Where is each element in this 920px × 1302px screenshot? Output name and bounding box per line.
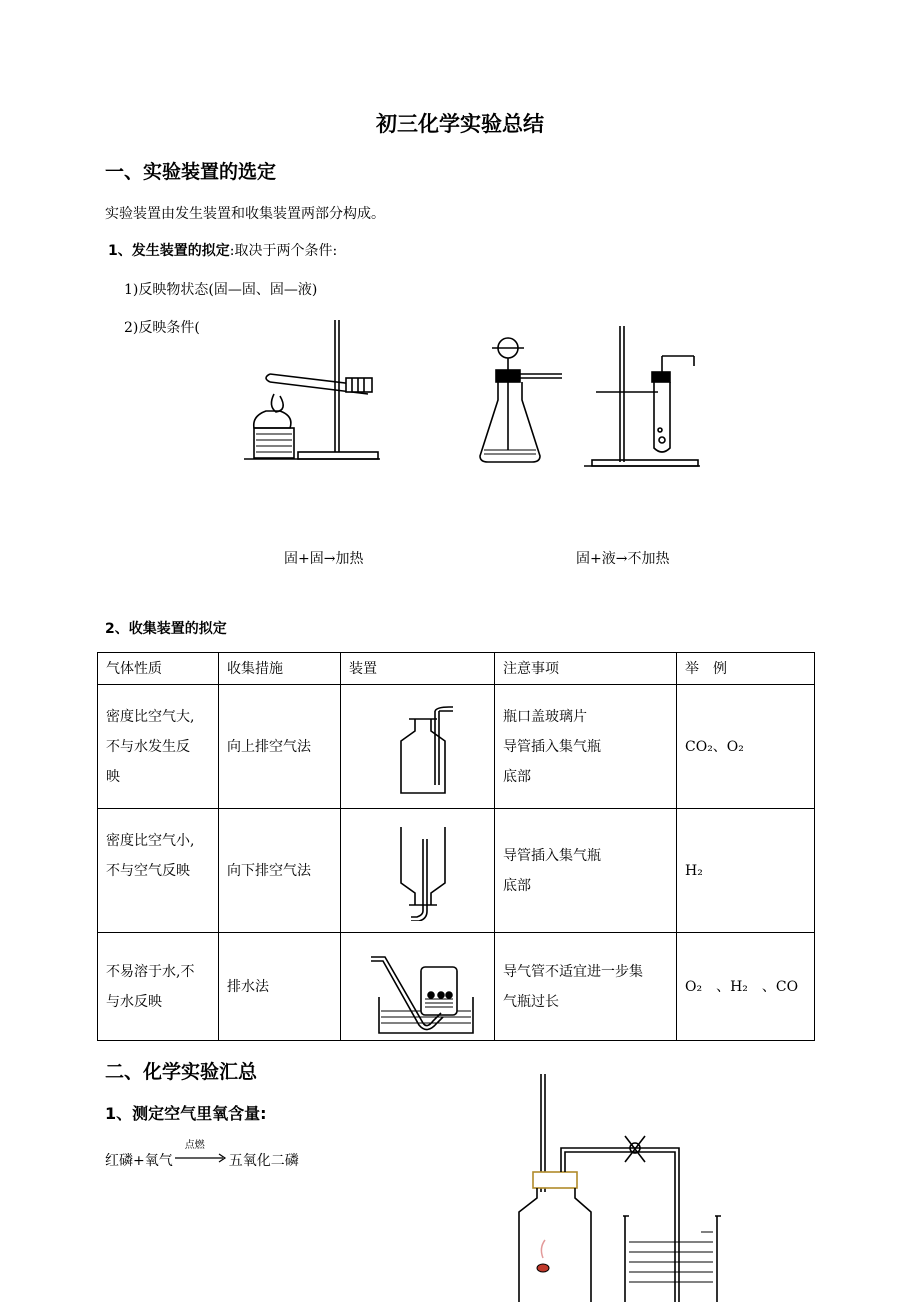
water-displacement-figure bbox=[349, 937, 486, 1037]
apparatus-cell bbox=[341, 809, 495, 933]
heating-apparatus-figure bbox=[240, 316, 390, 466]
equation-reactants: 红磷+氧气 bbox=[105, 1153, 173, 1169]
notes-line: 导管插入集气瓶 bbox=[503, 847, 601, 864]
property-line: 不易溶于水,不 bbox=[106, 963, 195, 980]
property-line: 不与空气反映 bbox=[106, 862, 190, 879]
section1-heading: 一、实验装置的选定 bbox=[105, 161, 277, 183]
notes-line: 导气管不适宜进一步集 bbox=[503, 963, 643, 980]
equation-condition: 点燃 bbox=[184, 1140, 205, 1151]
notes-line: 导管插入集气瓶 bbox=[503, 738, 601, 755]
apparatus-cell bbox=[341, 685, 495, 809]
notes-cell bbox=[495, 809, 677, 933]
property-line: 映 bbox=[106, 768, 120, 785]
header-example: 举 例 bbox=[677, 653, 815, 685]
example-cell: CO₂、O₂ bbox=[677, 685, 815, 809]
property-line: 与水反映 bbox=[106, 993, 162, 1010]
flask-funnel-figure bbox=[470, 330, 570, 470]
table-row bbox=[98, 933, 815, 1041]
property-line: 密度比空气大, bbox=[106, 708, 195, 725]
table-header-row bbox=[98, 653, 815, 685]
notes-cell bbox=[495, 685, 677, 809]
method-cell: 向下排空气法 bbox=[219, 809, 341, 933]
downward-air-bottle-figure bbox=[349, 821, 486, 921]
page-title: 初三化学实验总结 bbox=[376, 112, 544, 136]
condition-1: 1)反映物状态(固—固、固—液) bbox=[124, 282, 318, 298]
property-cell bbox=[98, 933, 219, 1041]
table-row bbox=[98, 685, 815, 809]
example-cell: O₂ 、H₂ 、CO bbox=[677, 933, 815, 1041]
header-notes: 注意事项 bbox=[495, 653, 677, 685]
sub1-rest: :取决于两个条件: bbox=[229, 243, 338, 259]
notes-cell bbox=[495, 933, 677, 1041]
notes-line: 瓶口盖玻璃片 bbox=[503, 708, 587, 725]
sub1-line bbox=[108, 240, 337, 260]
sub2-label: 2、收集装置的拟定 bbox=[105, 621, 227, 637]
notes-line: 底部 bbox=[503, 877, 531, 894]
collection-table bbox=[97, 652, 815, 1041]
figure-caption-right: 固+液→不加热 bbox=[576, 551, 670, 567]
method-cell: 向上排空气法 bbox=[219, 685, 341, 809]
figure-caption-left: 固+固→加热 bbox=[284, 551, 364, 567]
notes-line: 底部 bbox=[503, 768, 531, 785]
property-line: 不与水发生反 bbox=[106, 738, 190, 755]
header-method: 收集措施 bbox=[219, 653, 341, 685]
section2-heading: 二、化学实验汇总 bbox=[105, 1061, 258, 1083]
equation-arrow bbox=[173, 1140, 229, 1170]
test-tube-stand-figure bbox=[582, 322, 702, 470]
oxygen-measurement-figure bbox=[505, 1072, 730, 1302]
notes-line: 气瓶过长 bbox=[503, 993, 559, 1010]
table-row bbox=[98, 809, 815, 933]
header-apparatus: 装置 bbox=[341, 653, 495, 685]
header-property: 气体性质 bbox=[98, 653, 219, 685]
section1-intro: 实验装置由发生装置和收集装置两部分构成。 bbox=[105, 206, 385, 222]
reaction-equation bbox=[105, 1140, 299, 1170]
property-cell bbox=[98, 809, 219, 933]
section2-sub1: 1、测定空气里氧含量: bbox=[105, 1104, 267, 1123]
apparatus-cell bbox=[341, 933, 495, 1041]
upward-air-bottle-figure bbox=[349, 697, 486, 797]
equation-product: 五氧化二磷 bbox=[228, 1153, 299, 1169]
method-cell: 排水法 bbox=[219, 933, 341, 1041]
example-cell: H₂ bbox=[677, 809, 815, 933]
sub1-label: 1、发生装置的拟定 bbox=[108, 243, 230, 259]
property-cell bbox=[98, 685, 219, 809]
condition-2: 2)反映条件( bbox=[124, 320, 200, 336]
property-line: 密度比空气小, bbox=[106, 832, 195, 849]
